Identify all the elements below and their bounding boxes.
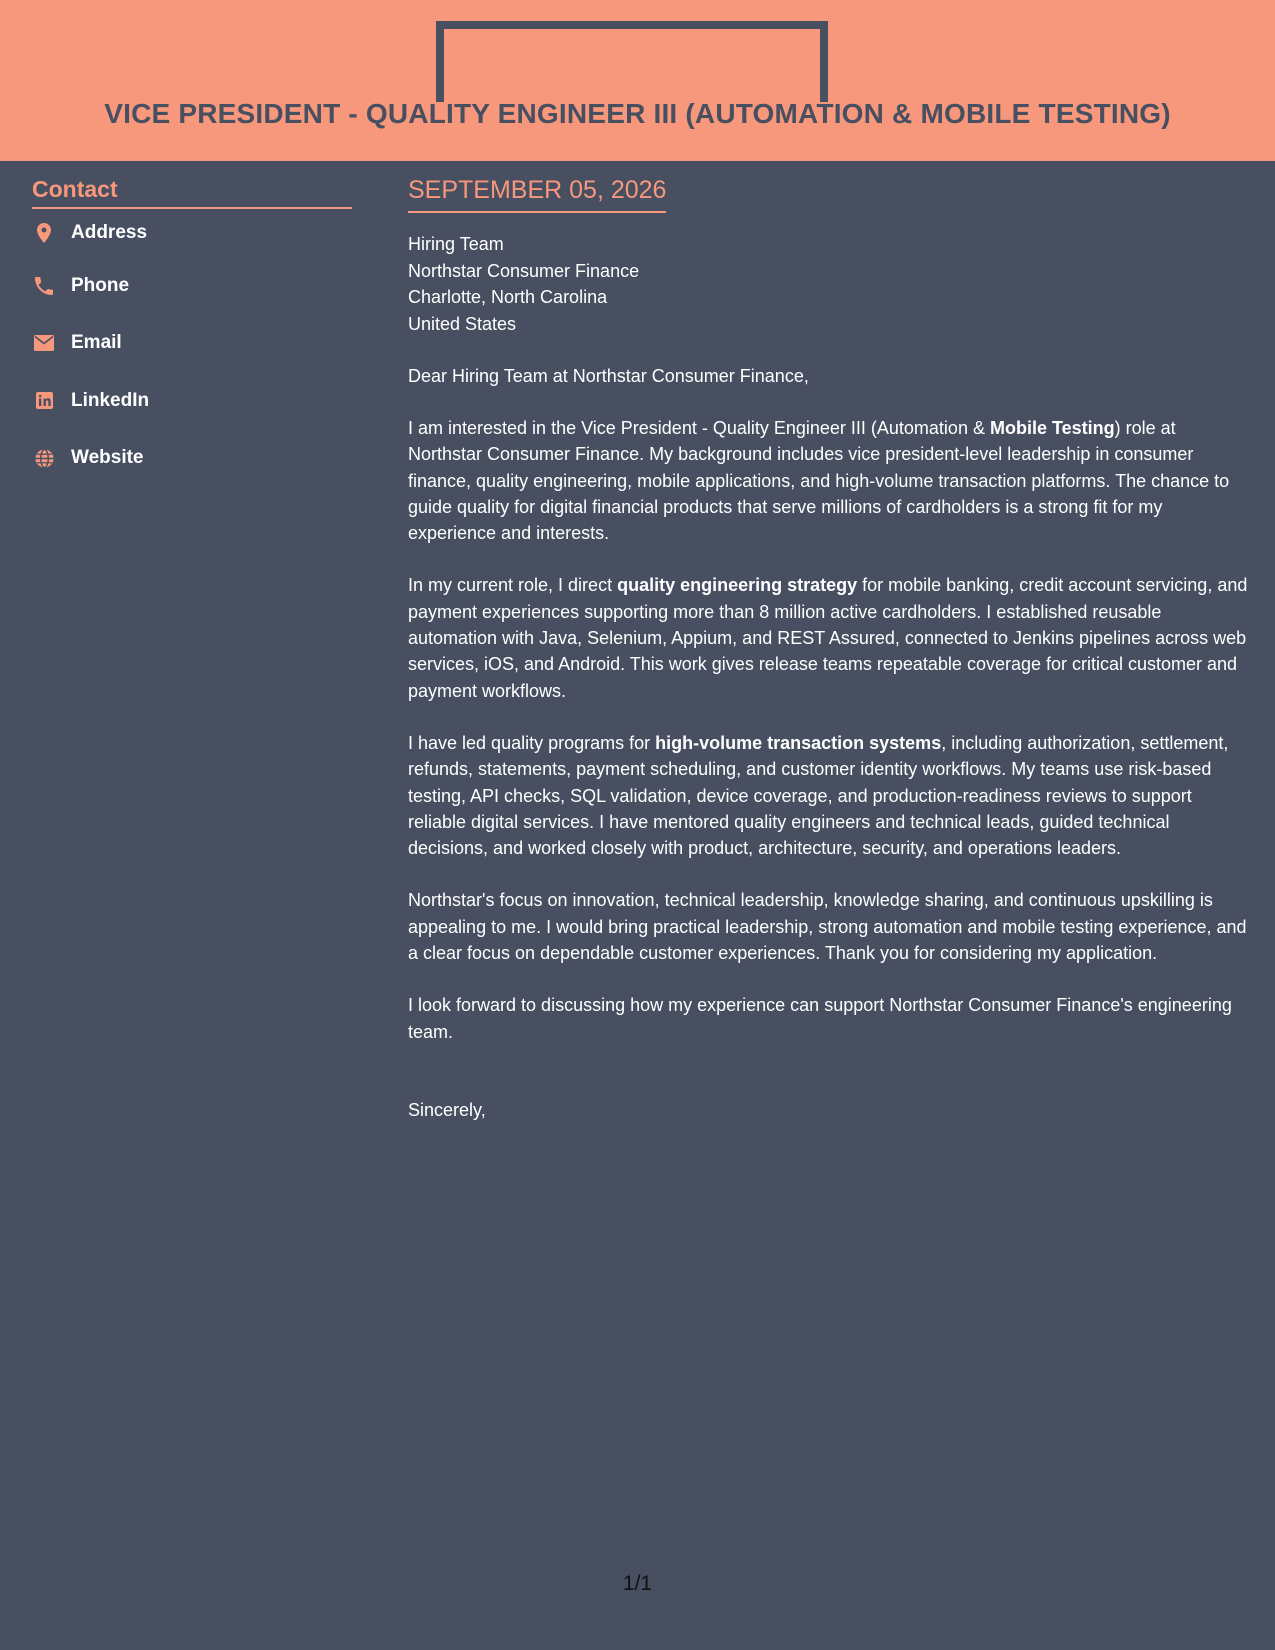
paragraph-2	[408, 572, 1248, 703]
page-number: 1/1	[622, 1572, 653, 1595]
salutation: Dear Hiring Team at Northstar Consumer Finance,	[408, 366, 809, 386]
paragraph-emphasis: quality engineering strategy	[617, 575, 858, 596]
paragraph-text: I have led quality programs for	[408, 732, 656, 753]
sidebar	[32, 176, 352, 487]
paragraph-1	[408, 415, 1248, 546]
paragraph-emphasis: high-volume transaction systems	[655, 732, 942, 753]
map-pin-icon	[34, 223, 54, 243]
paragraph-text: ) role at Northstar Consumer Finance. My background includes vice president-level leadership in consumer finance, quality engineering, mobile applications, and high-volume transaction platforms. The chance to guide quality for digital financial products that serve millions of cardholders is a strong fit for my experience and interests.	[408, 418, 1230, 544]
contact-label-website: Website	[71, 447, 144, 469]
paragraph-3	[408, 730, 1248, 861]
linkedin-icon	[34, 391, 54, 411]
contact-label-linkedin: LinkedIn	[71, 389, 150, 411]
page-title: VICE PRESIDENT - QUALITY ENGINEER III (AUTOMATION & MOBILE TESTING)	[104, 98, 1171, 129]
contact-item-website	[32, 430, 352, 488]
paragraph-text: In my current role, I direct	[408, 575, 618, 596]
recipient-line: Hiring Team	[408, 234, 504, 254]
paragraph-text: I am interested in the Vice President - Quality Engineer III (Automation &	[408, 418, 990, 438]
letter-date-container	[408, 176, 666, 213]
contact-item-email	[32, 315, 352, 373]
header-banner	[0, 0, 1275, 161]
paragraph-4: Northstar's focus on innovation, technical leadership, knowledge sharing, and continuous upskilling is appealing to me. I would bring practical leadership, strong automation and mobile testing experience, and a clear focus on dependable customer experiences. Thank you for considering my application.	[408, 890, 1247, 964]
signoff: Sincerely,	[408, 1099, 486, 1120]
contact-heading: Contact	[32, 176, 352, 209]
letter-body	[408, 176, 1248, 1123]
paragraph-text: for mobile banking, credit account servicing, and payment experiences supporting more than 8 million active cardholders. I established reusable automation with Java, Selenium, Appium, and REST Assured, connected to Jenkins pipelines across web services, iOS, and Android. This work gives release teams repeatable coverage for critical customer and payment workflows.	[408, 575, 1248, 701]
recipient-block	[408, 231, 1248, 337]
header-bracket-decoration	[436, 21, 828, 102]
globe-icon	[34, 448, 54, 468]
contact-list	[32, 209, 352, 487]
envelope-icon	[34, 333, 54, 353]
contact-label-address: Address	[71, 222, 148, 243]
recipient-line: United States	[408, 313, 517, 334]
paragraph-emphasis: Mobile Testing	[989, 418, 1115, 438]
paragraph-text: , including authorization, settlement, refunds, statements, payment scheduling, and customer identity workflows. My teams use risk-based testing, API checks, SQL validation, device coverage, and production-readiness reviews to support reliable digital services. I have mentored quality engineers and technical leads, guided technical decisions, and worked closely with product, architecture, security, and operations leaders.	[408, 732, 1229, 859]
contact-item-linkedin	[32, 372, 352, 430]
phone-icon	[34, 276, 54, 296]
contact-item-address	[32, 209, 352, 257]
recipient-line: Charlotte, North Carolina	[408, 287, 608, 307]
letter-date: SEPTEMBER 05, 2026	[408, 176, 667, 204]
contact-label-phone: Phone	[71, 274, 130, 296]
paragraph-5: I look forward to discussing how my experience can support Northstar Consumer Finance's engineering team.	[408, 995, 1232, 1042]
contact-item-phone	[32, 257, 352, 315]
contact-label-email: Email	[71, 332, 122, 354]
recipient-line: Northstar Consumer Finance	[408, 260, 640, 281]
